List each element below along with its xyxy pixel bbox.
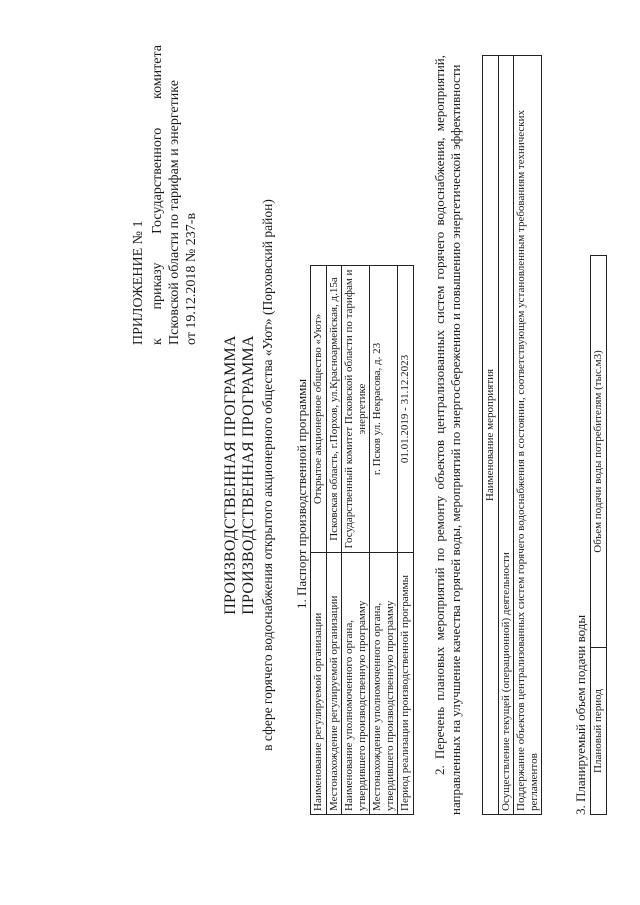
table-row [311,266,327,815]
table-header-row [483,56,499,815]
volume-table [590,255,607,815]
table-cell-value: 01.01.2019 - 31.12.2023 [398,266,414,553]
table-header-cell: Объем подачи воды потребителям (тыс.м3) [591,256,607,648]
annex-title: ПРИЛОЖЕНИЕ № 1 [131,220,146,345]
table-cell: Поддержание объектов централизованных систем горячего водоснабжения в состоянии, соответствующем установленным требованиям технических регламентов [514,56,542,815]
annex-line: к приказу Государственного комитета [150,45,165,345]
table-cell-value: Псковская область, г.Порхов, ул.Красноармейская, д.15а [326,266,342,553]
passport-table [310,265,414,815]
table-row [342,266,370,815]
annex-line: Псковской области по тарифам и энергетике [167,80,182,345]
program-title: ПРОИЗВОДСТВЕННАЯ ПРОГРАММА [222,335,239,615]
table-cell-value: Государственный комитет Псковской области по тарифам и энергетике [342,266,370,553]
table-header-row [591,256,607,815]
table-header-cell: Плановый период [591,648,607,815]
table-cell-label: Наименование уполномоченного органа, утвердившего производственную программу [342,553,370,815]
table-row [398,266,414,815]
table-cell-label: Местонахождение уполномоченного органа, утвердившего производственную программу [370,553,398,815]
table-cell-value: г. Псков ул. Некрасова, д. 23 [370,266,398,553]
table-cell-label: Период реализации производственной программы [398,553,414,815]
annex-block [130,45,200,345]
table-cell-label: Местонахождение регулируемой организации [326,553,342,815]
table-cell-value: Открытое акционерное общество «Уют» [311,266,327,553]
program-title-repeat: ПРОИЗВОДСТВЕННАЯ ПРОГРАММА [240,335,257,615]
section3-heading: 3. Планируемый объем подачи воды [573,614,588,815]
measures-table [482,55,542,815]
annex-line: от 19.12.2018 № 237-в [184,212,199,345]
table-header-cell: Наименование мероприятия [483,56,499,815]
program-subtitle: в сфере горячего водоснабжения открытого акционерного общества «Уют» (Порховский район) [260,199,275,751]
section1-heading: 1. Паспорт производственной программы [294,378,309,609]
table-cell: Осуществление текущей (операционной) деятельности [498,56,514,815]
table-cell-label: Наименование регулируемой организации [311,553,327,815]
document-titles [222,165,276,785]
table-row [498,56,514,815]
table-row [370,266,398,815]
table-row [514,56,542,815]
section2-heading: 2. Перечень плановых мероприятий по ремонту объектов централизованных систем горячего водоснабжения, мероприятий, направленных на улучшение качества горячей воды, мероприятий по энергосбережению и повышению энергетической эффективности [432,55,463,815]
table-row [326,266,342,815]
